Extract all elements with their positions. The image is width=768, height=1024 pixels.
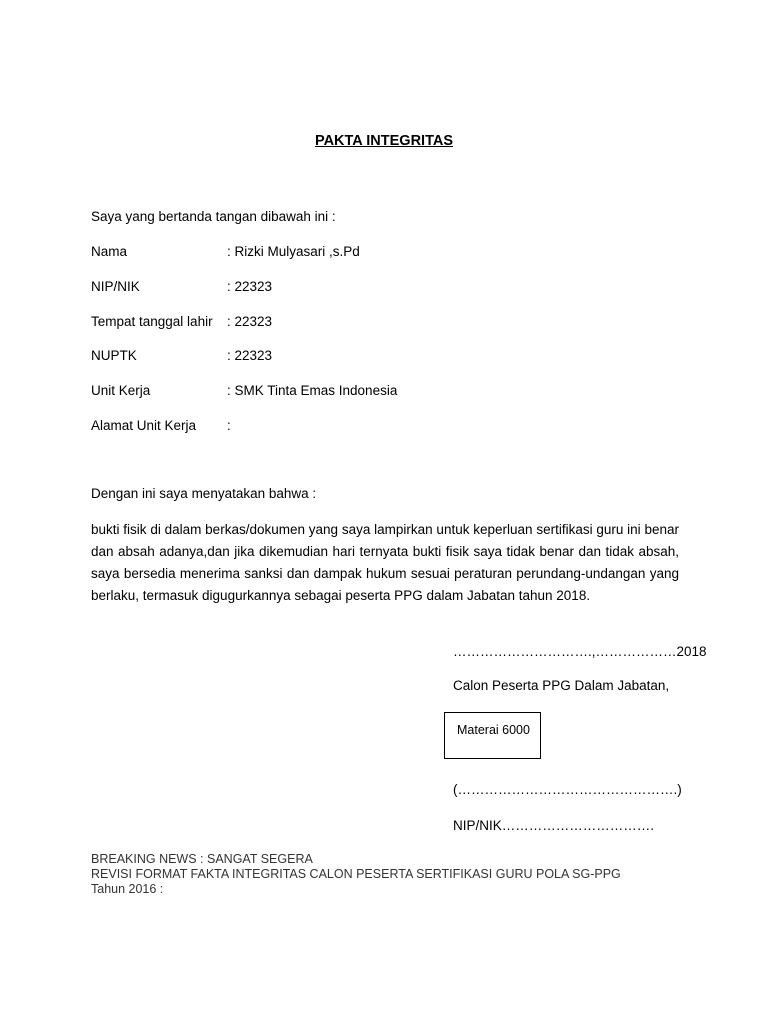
field-label: NIP/NIK: [91, 279, 140, 294]
materai-label: Materai 6000: [457, 723, 530, 737]
field-row-alamat: [91, 418, 691, 438]
field-label: Nama: [91, 244, 128, 259]
document-title: PAKTA INTEGRITAS: [314, 133, 453, 149]
field-value: : 22323: [227, 314, 273, 329]
materai-stamp-box: [444, 712, 541, 759]
field-label: Alamat Unit Kerja: [91, 418, 197, 433]
signature-line: (………………………………………….): [453, 782, 682, 797]
field-value: : Rizki Mulyasari ,s.Pd: [227, 244, 360, 259]
field-value: : 22323: [227, 348, 273, 363]
field-row-nuptk: [91, 348, 691, 368]
statement-body: bukti fisik di dalam berkas/dokumen yang saya lampirkan untuk keperluan sertifikasi guru ini benar dan absah adanya,dan jika dikemudian hari ternyata bukti fisik saya tidak benar dan tidak absah, saya bersedia menerima sanksi dan dampak hukum sesuai peraturan perundang-undangan yang berlaku, termasuk digugurkannya sebagai peserta PPG dalam Jabatan tahun 2018.: [91, 522, 679, 603]
field-value: :: [227, 418, 231, 433]
news-line-2: REVISI FORMAT FAKTA INTEGRITAS CALON PESERTA SERTIFIKASI GURU POLA SG-PPG: [91, 867, 621, 881]
field-row-nama: [91, 244, 691, 264]
nip-signature-line: NIP/NIK…………………………….: [453, 818, 655, 833]
field-row-ttl: [91, 314, 691, 334]
place-date-line: ………………………….,………………2018: [453, 644, 707, 659]
statement-intro: Dengan ini saya menyatakan bahwa :: [91, 486, 317, 501]
field-label: Tempat tanggal lahir: [91, 314, 213, 329]
field-row-unit-kerja: [91, 383, 691, 403]
intro-text: Saya yang bertanda tangan dibawah ini :: [91, 209, 336, 224]
news-caption: [91, 852, 731, 897]
field-label: NUPTK: [91, 348, 137, 363]
field-value: : 22323: [227, 279, 273, 294]
candidate-label: Calon Peserta PPG Dalam Jabatan,: [453, 678, 670, 693]
news-line-3: Tahun 2016 :: [91, 882, 164, 896]
field-row-nip: [91, 279, 691, 299]
news-line-1: BREAKING NEWS : SANGAT SEGERA: [91, 852, 313, 866]
field-label: Unit Kerja: [91, 383, 151, 398]
field-value: : SMK Tinta Emas Indonesia: [227, 383, 398, 398]
